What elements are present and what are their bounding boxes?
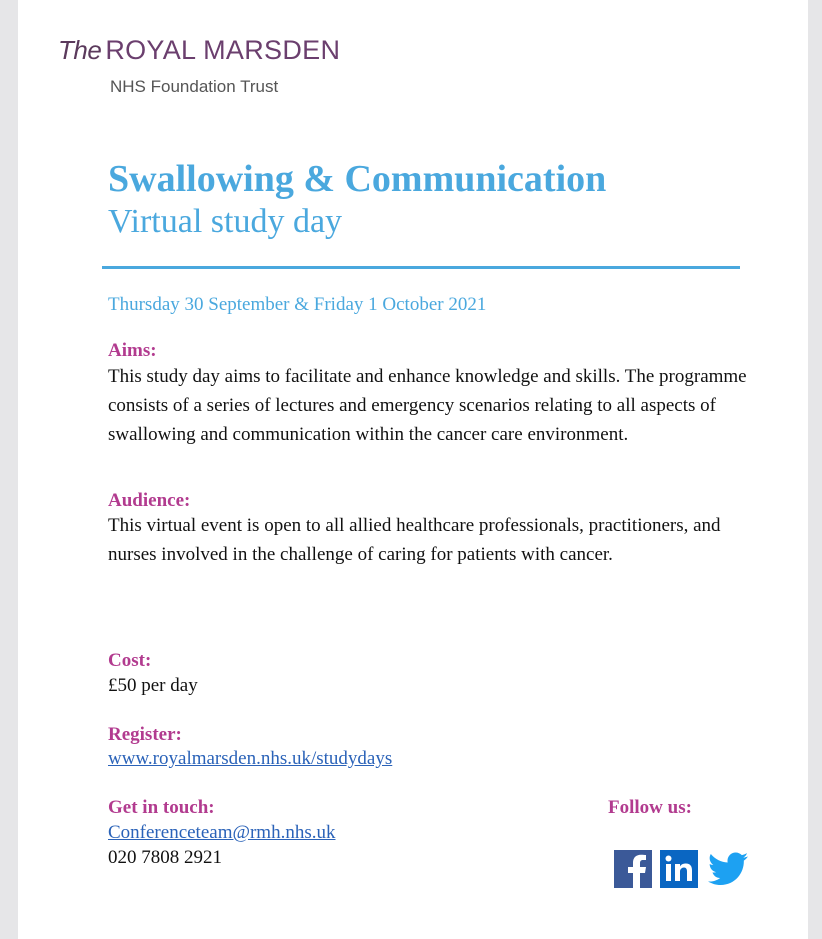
royal-marsden-logo [58,35,341,96]
facebook-icon[interactable] [614,850,652,888]
aims-heading: Aims: [108,340,157,361]
twitter-icon[interactable] [708,852,748,886]
follow-heading: Follow us: [608,797,692,818]
aims-text: This study day aims to facilitate and enhance knowledge and skills. The programme consists of a series of lectures and emergency scenarios relating to all aspects of swallowing and communication within the cancer care environment. [108,366,747,445]
event-subtitle: Virtual study day [108,203,343,240]
audience-heading: Audience: [108,490,191,511]
cost-value: £50 per day [108,675,198,696]
logo-subtitle: NHS Foundation Trust [110,77,279,96]
logo-the: The [58,35,102,65]
register-heading: Register: [108,724,182,745]
title-divider [102,266,740,269]
cost-heading: Cost: [108,650,152,671]
flyer-page [18,0,808,939]
contact-heading: Get in touch: [108,797,215,818]
linkedin-icon[interactable] [660,850,698,888]
audience-text: This virtual event is open to all allied healthcare professionals, practitioners, and nurses involved in the challenge of caring for patients with cancer. [108,515,721,565]
contact-phone: 020 7808 2921 [108,847,222,868]
register-link[interactable]: www.royalmarsden.nhs.uk/studydays [108,748,393,769]
logo-name: ROYAL MARSDEN [105,35,341,65]
event-title: Swallowing & Communication [108,158,607,200]
event-dates: Thursday 30 September & Friday 1 October 2021 [108,294,487,315]
contact-email-link[interactable]: Conferenceteam@rmh.nhs.uk [108,822,336,843]
